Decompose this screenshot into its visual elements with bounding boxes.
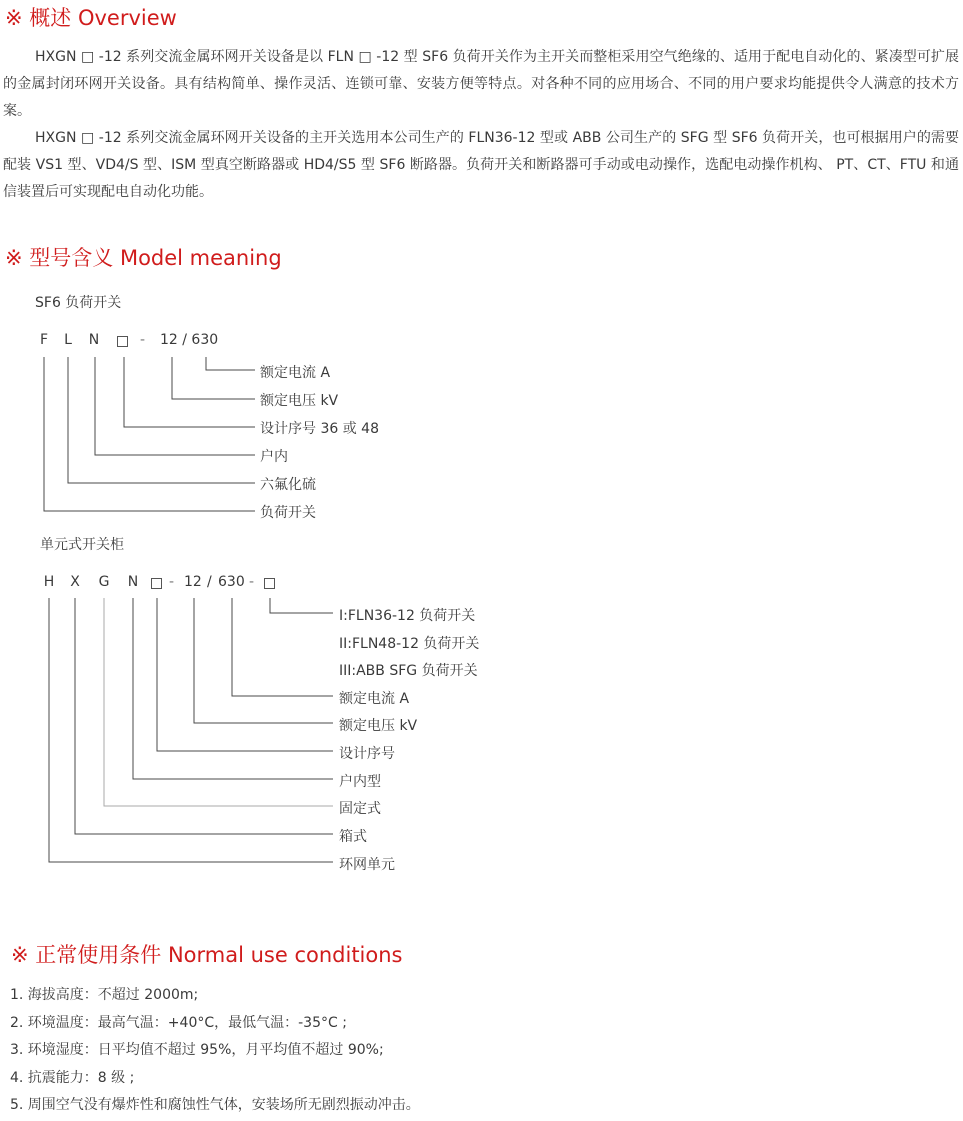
hxgn-line-indoor (133, 598, 333, 779)
hxgn-label-variant-1: I:FLN36-12 负荷开关 (339, 608, 476, 624)
hxgn-label-variant-3: III:ABB SFG 负荷开关 (339, 663, 478, 679)
fln-label-current: 额定电流 A (260, 365, 331, 381)
model-heading: ※ 型号含义 Model meaning (5, 246, 282, 270)
hxgn-label-indoor: 户内型 (339, 774, 381, 790)
fln-code-rating: 12 / 630 (160, 332, 219, 348)
hxgn-code-n: N (127, 574, 139, 590)
hxgn-code-dash-1: - (169, 574, 175, 590)
overview-paragraph-2: HXGN □ -12 系列交流金属环网开关设备的主开关选用本公司生产的 FLN36-12 型或 ABB 公司生产的 SFG 型 SF6 负荷开关，也可根据用户的需要配装 VS1 型、VD4/S 型、ISM 型真空断路器或 HD4/S5 型 SF6 断路器。负荷开关和断路器可手动或电动操作，选配电动操作机构、 PT、CT、FTU 和通信装置后可实现配电自动化功能。 (3, 130, 959, 200)
hxgn-label-serial: 设计序号 (339, 746, 395, 762)
condition-item-altitude: 1. 海拔高度：不超过 2000m; (10, 987, 199, 1003)
fln-line-switch (44, 357, 255, 511)
hxgn-label-current: 额定电流 A (339, 691, 410, 707)
fln-label-indoor: 户内 (260, 449, 288, 465)
fln-code-n: N (88, 332, 100, 348)
condition-item-humidity: 3. 环境湿度：日平均值不超过 95%，月平均值不超过 90%; (10, 1042, 384, 1058)
conditions-heading: ※ 正常使用条件 Normal use conditions (11, 943, 403, 967)
hxgn-line-ring (49, 598, 333, 862)
fln-line-indoor (95, 357, 255, 455)
hxgn-diagram-title: 单元式开关柜 (40, 537, 124, 553)
hxgn-code-current: 630 (218, 574, 245, 590)
overview-paragraph-1: HXGN □ -12 系列交流金属环网开关设备是以 FLN □ -12 型 SF6 负荷开关作为主开关而整柜采用空气绝缘的、适用于配电自动化的、紧凑型可扩展的金属封闭环网开关设备。具有结构简单、操作灵活、连锁可靠、安装方便等特点。对各种不同的应用场合、不同的用户要求均能提供令人满意的技术方案。 (3, 49, 959, 119)
fln-code-f: F (39, 332, 49, 348)
fln-label-serial: 设计序号 36 或 48 (260, 421, 379, 437)
hxgn-label-box: 箱式 (339, 829, 367, 845)
fln-label-voltage: 额定电压 kV (260, 393, 339, 409)
hxgn-line-serial (157, 598, 333, 751)
hxgn-code-x: X (70, 574, 80, 590)
hxgn-label-fixed: 固定式 (339, 801, 381, 817)
fln-label-sf6: 六氟化硫 (260, 477, 316, 493)
hxgn-line-fixed (104, 598, 333, 806)
conditions-list (10, 982, 420, 1120)
hxgn-label-variant-2: II:FLN48-12 负荷开关 (339, 636, 480, 652)
hxgn-line-box (75, 598, 333, 834)
fln-line-voltage (172, 357, 255, 399)
overview-heading: ※ 概述 Overview (5, 6, 177, 30)
hxgn-code-g: G (98, 574, 110, 590)
condition-item-environment: 5. 周围空气没有爆炸性和腐蚀性气体，安装场所无剧烈振动冲击。 (10, 1097, 420, 1113)
condition-item-seismic: 4. 抗震能力：8 级 ; (10, 1069, 135, 1086)
hxgn-line-voltage (194, 598, 333, 723)
fln-code-l: L (64, 332, 72, 348)
hxgn-label-voltage: 额定电压 kV (339, 718, 418, 734)
condition-item-temperature: 2. 环境温度：最高气温：+40°C，最低气温：-35°C ; (10, 1014, 347, 1031)
fln-code-dash: - (140, 332, 146, 348)
hxgn-code-voltage: 12 (184, 574, 202, 590)
fln-line-sf6 (68, 357, 255, 483)
hxgn-code-dash-2: - (249, 574, 255, 590)
fln-line-serial (124, 357, 255, 427)
fln-diagram-title: SF6 负荷开关 (35, 295, 122, 311)
hxgn-code-h: H (43, 574, 55, 590)
fln-line-current (206, 357, 255, 370)
hxgn-code-box-2 (264, 578, 275, 589)
hxgn-code-slash: / (207, 574, 212, 590)
hxgn-code-box-1 (151, 578, 162, 589)
hxgn-line-variant (270, 598, 333, 613)
fln-label-load-switch: 负荷开关 (260, 505, 316, 521)
hxgn-label-ring-unit: 环网单元 (339, 857, 395, 873)
